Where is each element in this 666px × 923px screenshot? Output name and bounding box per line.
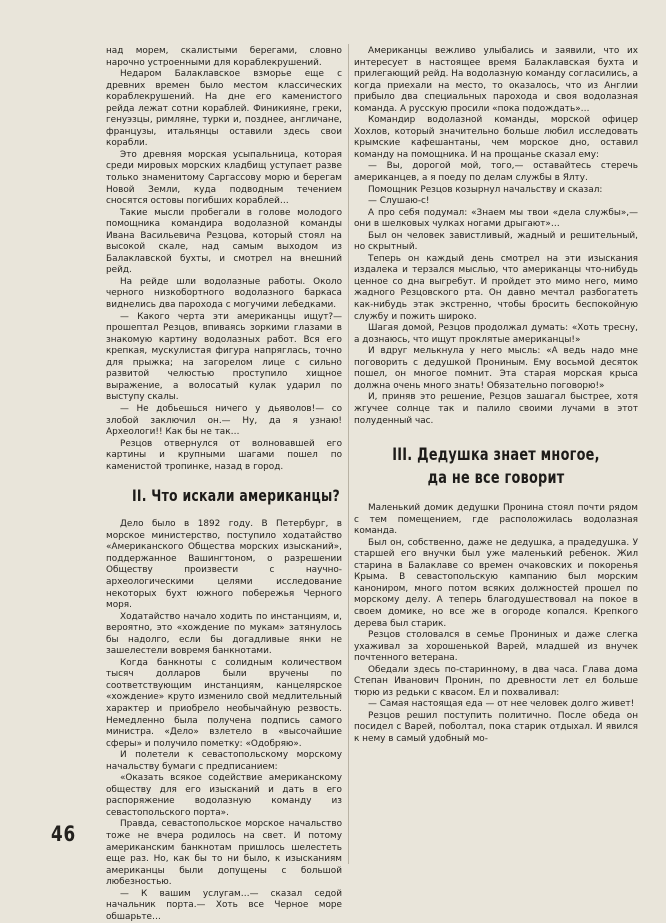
paragraph: Недаром Балаклавское взморье еще с древних времен было местом классических кораблекрушений. На дне его каменистого рейда лежат сотни кораблей. Финикияне, греки, генуэзцы, римляне, турки и, позднее, англичане, французы, итальянцы оставили здесь свои корабли. (106, 69, 342, 149)
paragraph: Теперь он каждый день смотрел на эти изыскания издалека и терзался мыслью, что американцы что-нибудь ценное со дна выгребут. И пройдет это мимо него, мимо жадного Резцовского рта. Он давно мечтал разбогатеть как-нибудь этак экстренно, чтобы бросить беспокойную службу и пожить широко. (354, 253, 638, 322)
paragraph: И вдруг мелькнула у него мысль: «А ведь надо мне поговорить с дедушкой Прониным. Ему восьмой десяток пошел, он многое помнит. Эта старая морская крыса должна очень много знать! Обязательно поговорю!» (354, 346, 638, 391)
right-column (354, 46, 638, 746)
paragraph: Правда, севастопольское морское начальство тоже не вчера родилось на свет. И потому американским банкнотам пришлось шелестеть еще раз. Но, как бы то ни было, к изысканиям американцы были допущены с большой любезностью. (106, 819, 342, 888)
paragraph: — Какого черта эти американцы ищут?— прошептал Резцов, впиваясь зоркими глазами в знакомую картину водолазных работ. Вся его крепкая, мускулистая фигура напряглась, точно для прыжка; на загорелом лице с сильно развитой челюстью проступило хищное выражение, а волосатый кулак ударил по выступу скалы. (106, 311, 342, 403)
paragraph: — Вы, дорогой мой, того,— оставайтесь стеречь американцев, а я поеду по делам службы в Ялту. (354, 161, 638, 184)
paragraph: Ходатайство начало ходить по инстанциям, и, вероятно, это «хождение по мукам» затянулось бы надолго, если бы догадливые янки не зашелестели вовремя банкнотами. (106, 611, 342, 657)
paragraph: И полетели к севастопольскому морскому начальству бумаги с предписанием: (106, 750, 342, 772)
section-heading-2: II. Что искали американцы? (131, 486, 340, 506)
heading-line-2: да не все говорит (427, 468, 565, 488)
paragraph: Резцов отвернулся от волновавшей его картины и крупными шагами пошел по каменистой тропинке, назад в город. (106, 438, 342, 472)
paragraph: Американцы вежливо улыбались и заявили, что их интересует в настоящее время Балаклавская бухта и прилегающий рейд. На водолазную команду согласились, а когда приехали на место, то оказалось, что из Англии прибыло два специальных парохода и своя водолазная команда. А русскую просили «пока подождать»… (354, 46, 638, 114)
paragraph: над морем, скалистыми берегами, словно нарочно устроенными для кораблекрушений. (106, 46, 342, 68)
paragraph: Это древняя морская усыпальница, которая среди мировых морских кладбищ уступает разве только знаменитому Саргассову морю и берегам Новой Земли, куда подводным течением сносятся остовы погибших кораблей… (106, 149, 342, 207)
paragraph: А про себя подумал: «Знаем мы твои «дела службы»,— они в шелковых чулках ногами дрыгают»… (354, 207, 638, 230)
paragraph: — Самая настоящая еда — от нее человек долго живет! (368, 699, 635, 710)
paragraph: Шагая домой, Резцов продолжал думать: «Хоть тресну, а дознаюсь, что ищут проклятые американцы!» (354, 323, 638, 345)
paragraph: Такие мысли пробегали в голове молодого помощника командира водолазной команды Ивана Васильевича Резцова, который стоял на высокой скале, над самым выходом из Балаклавской бухты, и смотрел на внешний рейд. (106, 207, 342, 276)
paragraph: — К вашим услугам…— сказал седой начальник порта.— Хоть все Черное море обшарьте… (106, 888, 342, 922)
left-column (106, 46, 342, 923)
paragraph: Был он, собственно, даже не дедушка, а прадедушка. У старшей его внучки был уже маленький ребенок. Жил старина в Балаклаве со времен очаковских и покоренья Крыма. В севастопольскую кампанию был морским канониром, много потом всяких должностей прошел по морскому делу. А теперь благодушествовал на покое в своем домике, но все же в огороде копался. Крепкого дерева был старик. (354, 537, 638, 629)
paragraph: «Оказать всякое содействие американскому обществу для его изысканий и дать в его распоряжение водолазную команду из севастопольского порта». (106, 773, 342, 818)
paragraph: — Слушаю-с! (368, 196, 430, 207)
paragraph: Резцов решил поступить политично. После обеда он посидел с Варей, поболтал, пока старик отдыхал. И явился к нему в самый удобный мо- (354, 710, 638, 744)
page-number: 46 (51, 822, 76, 846)
paragraph: Дело было в 1892 году. В Петербург, в морское министерство, поступило ходатайство «Американского Общества морских изысканий», поддержанное Вашингтоном, о разрешении Обществу произвести с научно-археологическими целями исследование некоторых бухт южного побережья Черного моря. (106, 519, 342, 611)
left-paragraphs-b (106, 519, 342, 923)
paragraph: — Не добьешься ничего у дьяволов!— со злобой заключил он.— Ну, да я узнаю! Археологи!! Как бы не так… (106, 403, 342, 438)
right-paragraphs-a (354, 46, 638, 427)
right-paragraphs-b (354, 503, 638, 745)
section-heading-3 (385, 443, 607, 489)
left-paragraphs-a (106, 46, 342, 473)
paragraph: И, приняв это решение, Резцов зашагал быстрее, хотя жгучее солнце так и палило своими лучами в этот полуденный час. (354, 392, 638, 426)
paragraph: Командир водолазной команды, морской офицер Хохлов, который значительно больше любил исследовать крымские кафешантаны, чем морское дно, оставил команду на помощника. И на прощанье сказал ему: (354, 115, 638, 160)
paragraph: На рейде шли водолазные работы. Около черного низкобортного водолазного баркаса виднелись два парохода с могучими лебедками. (106, 276, 342, 311)
paragraph: Резцов столовался в семье Прониных и даже слегка ухаживал за хорошенькой Варей, младшей из внучек почтенного ветерана. (354, 630, 638, 664)
paragraph: Маленький домик дедушки Пронина стоял почти рядом с тем помещением, где расположилась водолазная команда. (354, 503, 638, 537)
paragraph: Был он человек завистливый, жадный и решительный, но скрытный. (354, 230, 638, 253)
paragraph: Обедали здесь по-старинному, в два часа. Глава дома Степан Иванович Пронин, по древности лет ел больше тюрю из редьки с квасом. Ел и похваливал: (354, 664, 638, 698)
paragraph: Когда банкноты с солидным количеством тысяч долларов были вручены по соответствующим инстанциям, канцелярское «хождение» круто изменило свой медлительный характер и приобрело необычайную резвость. Немедленно была получена подпись самого министра. «Дело» взлетело в «высочайшие сферы» и получило пометку: «Одобряю». (106, 657, 342, 749)
column-divider (348, 44, 349, 864)
heading-line-1: III. Дедушка знает многое, (392, 445, 600, 465)
paragraph: Помощник Резцов козырнул начальству и сказал: (368, 184, 603, 195)
